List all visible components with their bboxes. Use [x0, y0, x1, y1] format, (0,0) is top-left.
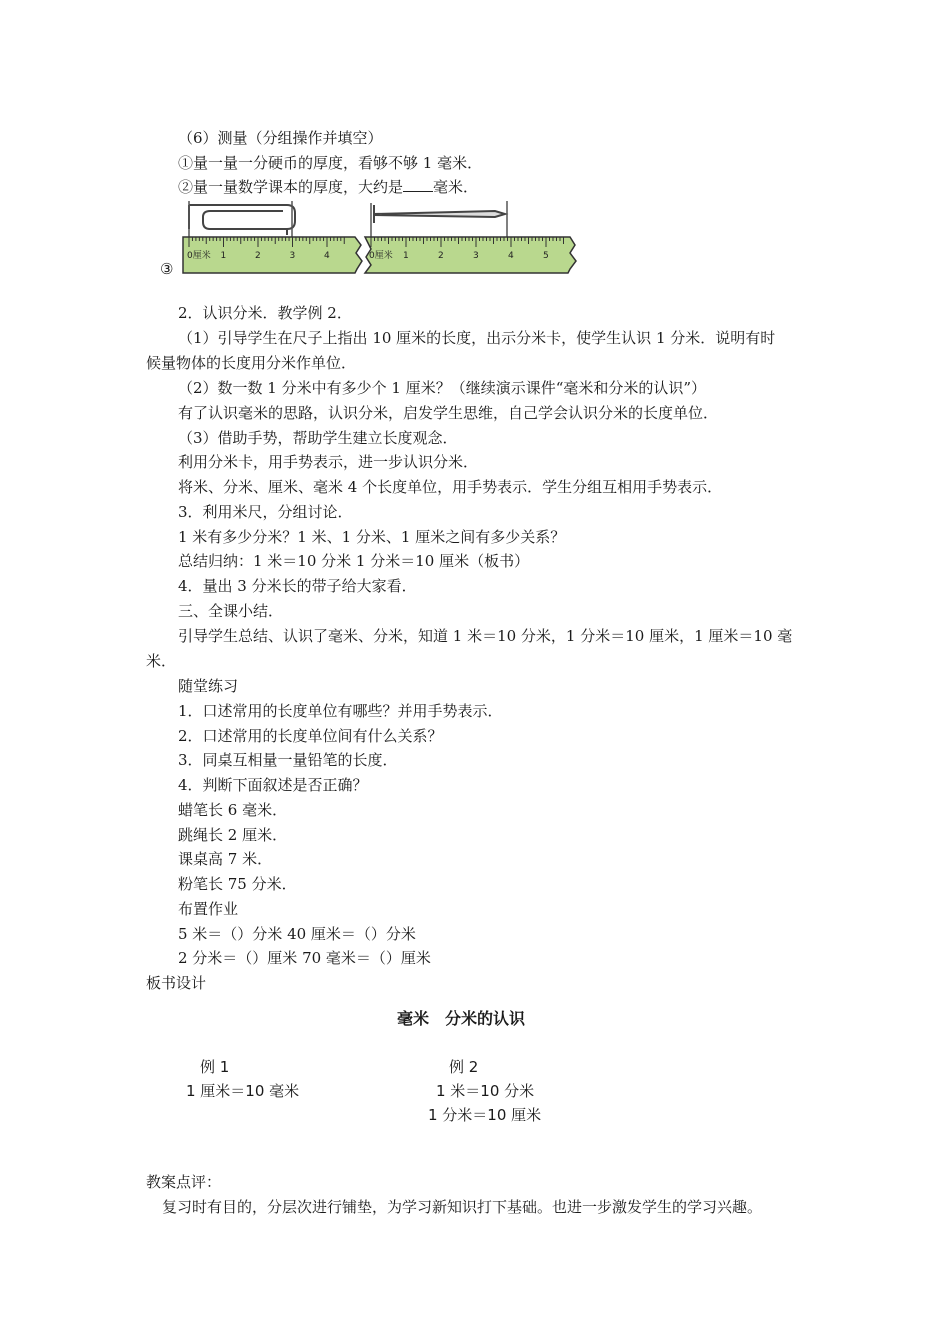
ruler-figure: [155, 195, 585, 285]
ruler-right-tick-label: 4: [508, 251, 514, 261]
ruler-unit-label: 0厘米: [187, 251, 211, 261]
body-line: 5 米＝（）分米 40 厘米＝（）分米: [178, 925, 416, 943]
body-line: 2 分米＝（）厘米 70 毫米＝（）厘米: [178, 949, 431, 967]
body-line: 将米、分米、厘米、毫米 4 个长度单位，用手势表示．学生分组互相用手势表示．: [178, 478, 723, 496]
measure-item-2-unit: 毫米．: [433, 178, 479, 196]
board-example-1-label: 例 1: [200, 1058, 230, 1076]
body-line: 随堂练习: [178, 677, 239, 695]
body-line: 粉笔长 75 分米．: [178, 875, 297, 893]
board-example-2-line-1: 1 米＝10 分米: [436, 1082, 535, 1100]
ruler-illustration: [155, 195, 585, 285]
board-example-1-line: 1 厘米＝10 毫米: [186, 1082, 300, 1100]
ruler-left-tick-label: 1: [220, 251, 227, 261]
ruler-right: [365, 237, 576, 273]
body-line: 三、全课小结．: [178, 602, 284, 620]
body-line: 4．判断下面叙述是否正确？: [178, 776, 368, 794]
body-line: 4．量出 3 分米长的带子给大家看．: [178, 577, 417, 595]
body-line: 3．同桌互相量一量铅笔的长度．: [178, 751, 398, 769]
measure-item-1: ①量一量一分硬币的厚度，看够不够 1 毫米．: [178, 154, 483, 172]
measure-item-2: [178, 177, 478, 197]
body-line: 3．利用米尺，分组讨论．: [178, 503, 353, 521]
ruler-right-tick-label: 1: [403, 251, 409, 261]
nail-icon: [371, 201, 507, 237]
body-line: 1．口述常用的长度单位有哪些？并用手势表示．: [178, 702, 503, 720]
body-line: （1）引导学生在尺子上指出 10 厘米的长度，出示分米卡，使学生认识 1 分米．说明有时: [178, 329, 776, 347]
body-line: 2．口述常用的长度单位间有什么关系？: [178, 727, 443, 745]
body-line: 米．: [146, 652, 177, 670]
review-heading: 教案点评：: [146, 1173, 222, 1191]
body-line: （2）数一数 1 分米中有多少个 1 厘米？（继续演示课件“毫米和分米的认识”）: [178, 379, 707, 397]
body-line: 引导学生总结、认识了毫米、分米，知道 1 米＝10 分米，1 分米＝10 厘米，1 厘米＝10 毫: [178, 627, 793, 645]
board-example-2-line-2: 1 分米＝10 厘米: [428, 1106, 542, 1124]
answer-blank: [403, 177, 433, 192]
ruler-right-tick-label: 3: [473, 251, 479, 261]
body-line: 总结归纳：1 米＝10 分米 1 分米＝10 厘米（板书）: [178, 552, 530, 570]
body-line: 1 米有多少分米？1 米、1 分米、1 厘米之间有多少关系？: [178, 528, 566, 546]
body-line: 候量物体的长度用分米作单位．: [146, 354, 357, 372]
ruler-unit-label: 0厘米: [369, 251, 393, 261]
paper-clip-icon: [189, 201, 295, 237]
measure-heading: （6）测量（分组操作并填空）: [178, 129, 383, 147]
ruler-left-tick-label: 2: [255, 251, 261, 261]
ruler-left-tick-label: 4: [324, 251, 330, 261]
body-line: 板书设计: [146, 974, 207, 992]
measure-item-2-text: ②量一量数学课本的厚度，大约是: [178, 178, 404, 196]
ruler-right-tick-label: 5: [543, 251, 549, 261]
ruler-left-tick-label: 3: [289, 251, 296, 261]
body-line: 利用分米卡，用手势表示，进一步认识分米．: [178, 453, 479, 471]
ruler-left: [183, 237, 362, 273]
body-line: 跳绳长 2 厘米．: [178, 826, 288, 844]
body-line: 有了认识毫米的思路，认识分米，启发学生思维，自己学会认识分米的长度单位．: [178, 404, 719, 422]
review-text: 复习时有目的，分层次进行铺垫，为学习新知识打下基础。也进一步激发学生的学习兴趣。: [162, 1198, 763, 1216]
body-line: 布置作业: [178, 900, 239, 918]
body-line: 蜡笔长 6 毫米．: [178, 801, 288, 819]
board-title: 毫米 分米的认识: [397, 1009, 526, 1028]
body-line: 2．认识分米．教学例 2．: [178, 304, 352, 322]
body-line: 课桌高 7 米．: [178, 850, 273, 868]
board-example-2-label: 例 2: [449, 1058, 479, 1076]
measure-item-3-marker: ③: [160, 260, 174, 278]
body-line: （3）借助手势，帮助学生建立长度观念．: [178, 429, 458, 447]
ruler-right-tick-label: 2: [438, 251, 444, 261]
